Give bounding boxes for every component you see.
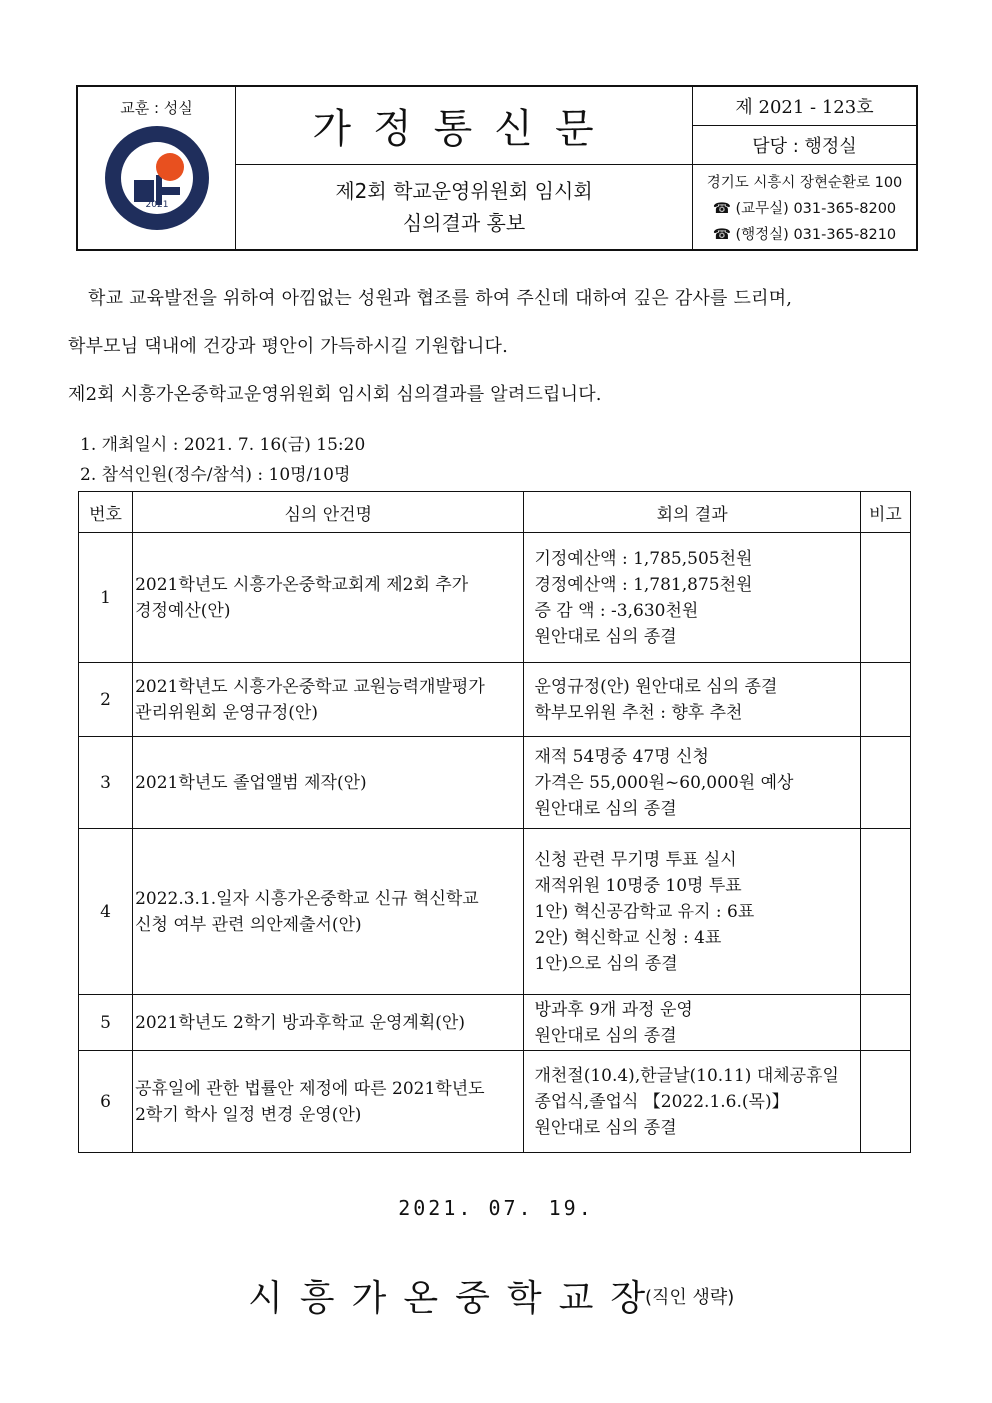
item-line: 2021학년도 시흥가온중학교 교원능력개발평가 (135, 676, 485, 697)
row-number: 1 (79, 533, 133, 663)
result-line: 종업식,졸업식 【2022.1.6.(목)】 (534, 1091, 789, 1112)
school-logo-panel (78, 87, 236, 249)
row-item (133, 663, 524, 737)
header-result: 회의 결과 (524, 492, 860, 533)
row-number: 3 (79, 737, 133, 829)
item-line: 2022.3.1.일자 시흥가온중학교 신규 혁신학교 (135, 888, 479, 909)
school-address: 경기도 시흥시 장현순환로 100 (706, 175, 903, 191)
table-row (79, 533, 911, 663)
row-item (133, 1051, 524, 1153)
result-line: 운영규정(안) 원안대로 심의 종결 (534, 676, 778, 697)
result-line: 1안) 혁신공감학교 유지 : 6표 (534, 901, 755, 922)
row-item (133, 995, 524, 1051)
row-item (133, 737, 524, 829)
table-row (79, 829, 911, 995)
row-note (860, 1051, 910, 1153)
table-row (79, 995, 911, 1051)
newsletter-header (76, 85, 918, 251)
header-no: 번호 (79, 492, 133, 533)
meeting-date: 1. 개최일시 : 2021. 7. 16(금) 15:20 (80, 435, 366, 455)
result-line: 방과후 9개 과정 운영 (534, 999, 693, 1020)
seal-omitted-note: (직인 생략) (645, 1287, 735, 1308)
row-note (860, 533, 910, 663)
issue-number: 제 2021 - 123호 (693, 87, 916, 126)
row-number: 2 (79, 663, 133, 737)
table-header-row (79, 492, 911, 533)
row-note (860, 995, 910, 1051)
table-row (79, 1051, 911, 1153)
header-item: 심의 안건명 (133, 492, 524, 533)
result-line: 증 감 액 : -3,630천원 (534, 600, 699, 621)
phone-admin: ☎ (행정실) 031-365-8210 (712, 227, 897, 243)
item-line: 공휴일에 관한 법률안 제정에 따른 2021학년도 (135, 1078, 485, 1099)
result-line: 원안대로 심의 종결 (534, 798, 677, 819)
greeting-line-1: 학교 교육발전을 위하여 아낌없는 성원과 협조를 하여 주신데 대하여 깊은 감사를 드리며, (88, 288, 793, 309)
result-line: 1안)으로 심의 종결 (534, 953, 678, 974)
item-line: 2학기 학사 일정 변경 운영(안) (135, 1104, 362, 1125)
row-note (860, 829, 910, 995)
school-emblem-icon (104, 125, 210, 231)
table-row (79, 737, 911, 829)
row-result (524, 737, 860, 829)
item-line: 2021학년도 2학기 방과후학교 운영계획(안) (135, 1012, 465, 1033)
item-line: 경정예산(안) (135, 600, 231, 621)
issue-date: 2021. 07. 19. (398, 1196, 594, 1220)
result-line: 재적 54명중 47명 신청 (534, 746, 709, 767)
school-contact (693, 165, 916, 249)
attendance: 2. 참석인원(정수/참석) : 10명/10명 (80, 465, 351, 485)
row-number: 4 (79, 829, 133, 995)
item-line: 관리위원회 운영규정(안) (135, 702, 318, 723)
greeting-line-2: 학부모님 댁내에 건강과 평안이 가득하시길 기원합니다. (68, 336, 509, 357)
subtitle-line-2: 심의결과 홍보 (402, 211, 526, 235)
principal-signature: 시흥가온중학교장 (248, 1278, 663, 1319)
result-line: 기정예산액 : 1,785,505천원 (534, 548, 753, 569)
table-row (79, 663, 911, 737)
school-motto: 교훈 : 성실 (120, 99, 193, 117)
row-number: 5 (79, 995, 133, 1051)
result-line: 2안) 혁신학교 신청 : 4표 (534, 927, 722, 948)
result-line: 신청 관련 무기명 투표 실시 (534, 849, 737, 870)
result-line: 경정예산액 : 1,781,875천원 (534, 574, 753, 595)
result-line: 가격은 55,000원~60,000원 예상 (534, 772, 794, 793)
emblem-year: 2021 (145, 200, 169, 210)
newsletter-subtitle (236, 165, 692, 249)
row-result (524, 533, 860, 663)
contact-person: 담당 : 행정실 (693, 126, 916, 165)
item-line: 신청 여부 관련 의안제출서(안) (135, 914, 362, 935)
row-number: 6 (79, 1051, 133, 1153)
result-line: 재적위원 10명중 10명 투표 (534, 875, 742, 896)
header-info-panel (692, 87, 916, 249)
header-note: 비고 (860, 492, 910, 533)
item-line: 2021학년도 졸업앨범 제작(안) (135, 772, 367, 793)
row-result (524, 829, 860, 995)
row-item (133, 829, 524, 995)
phone-teachers: ☎ (교무실) 031-365-8200 (712, 201, 897, 217)
result-line: 원안대로 심의 종결 (534, 1025, 677, 1046)
row-item (133, 533, 524, 663)
row-result (524, 995, 860, 1051)
agenda-table (78, 491, 911, 1153)
result-line: 원안대로 심의 종결 (534, 1117, 677, 1138)
item-line: 2021학년도 시흥가온중학교회계 제2회 추가 (135, 574, 469, 595)
row-result (524, 1051, 860, 1153)
intro-text: 제2회 시흥가온중학교운영위원회 임시회 심의결과를 알려드립니다. (68, 384, 602, 405)
subtitle-line-1: 제2회 학교운영위원회 임시회 (335, 179, 593, 203)
result-line: 원안대로 심의 종결 (534, 626, 677, 647)
result-line: 학부모위원 추천 : 향후 추천 (534, 702, 743, 723)
row-result (524, 663, 860, 737)
row-note (860, 737, 910, 829)
newsletter-title: 가정통신문 (236, 87, 692, 165)
row-note (860, 663, 910, 737)
result-line: 개천절(10.4),한글날(10.11) 대체공휴일 (534, 1065, 839, 1086)
